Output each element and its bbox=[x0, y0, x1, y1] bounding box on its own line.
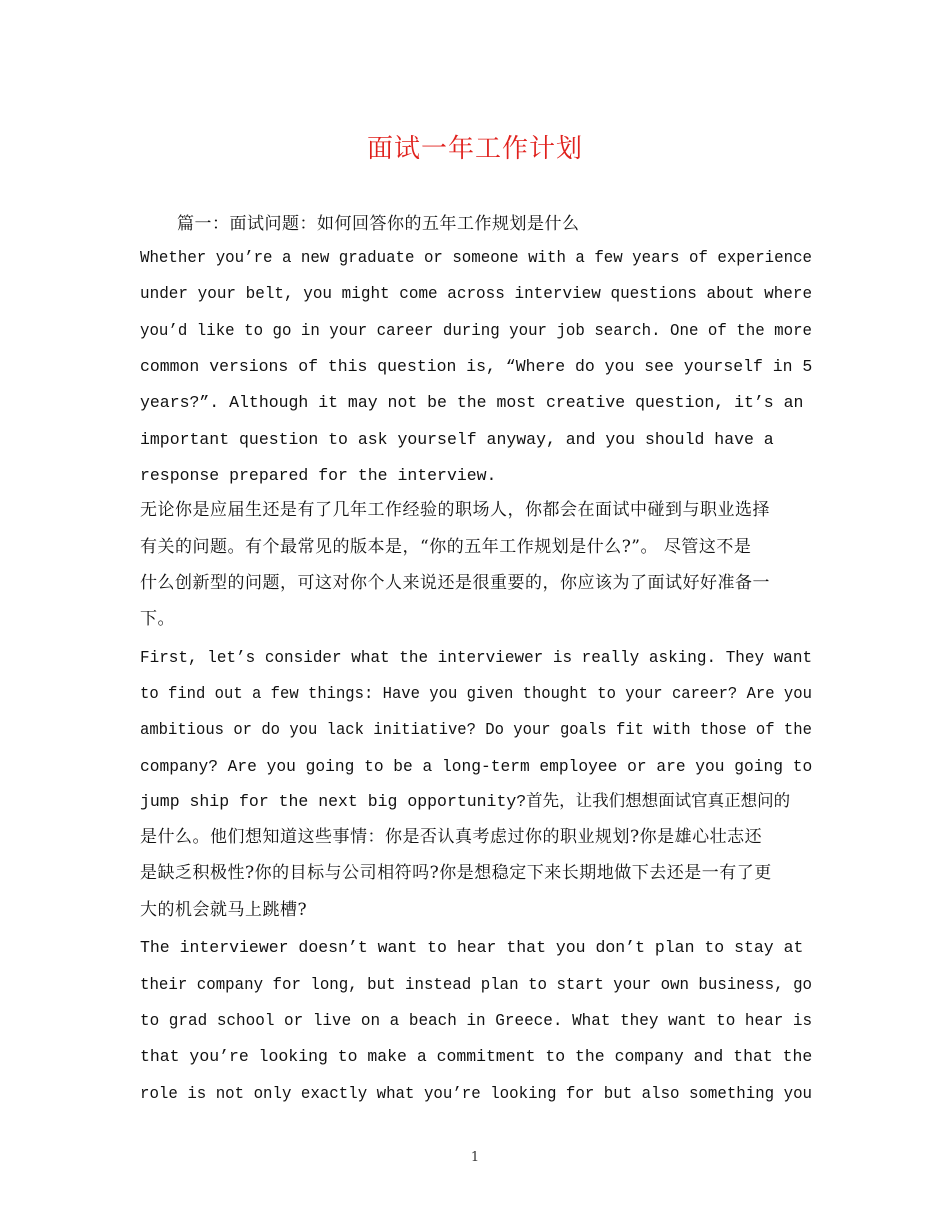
document-title: 面试一年工作计划 bbox=[366, 134, 583, 164]
paragraph-3-line-5: jump ship for the next big opportunity?首先，让我们想想面试官真正想问的 bbox=[140, 792, 791, 811]
paragraph-2-line-1: 无论你是应届生还是有了几年工作经验的职场人，你都会在面试中碰到与职业选择 bbox=[140, 500, 770, 520]
paragraph-1-line-2: under your belt, you might come across interview questions about where bbox=[140, 284, 813, 303]
paragraph-4-line-4: that you’re looking to make a commitment to the company and that the bbox=[140, 1047, 813, 1066]
paragraph-3-line-1: First, let’s consider what the interviewer is really asking. They want bbox=[140, 648, 813, 667]
page-number: 1 bbox=[470, 1150, 480, 1165]
paragraph-3-line-6: 是什么。他们想知道这些事情：你是否认真考虑过你的职业规划?你是雄心壮志还 bbox=[140, 827, 763, 847]
section-subheading: 篇一：面试问题：如何回答你的五年工作规划是什么 bbox=[177, 214, 580, 234]
paragraph-2-line-4: 下。 bbox=[140, 609, 175, 629]
paragraph-1-line-4: common versions of this question is, “Where do you see yourself in 5 bbox=[140, 357, 813, 376]
paragraph-2-line-2: 有关的问题。有个最常见的版本是，“你的五年工作规划是什么?”。 尽管这不是 bbox=[140, 537, 752, 557]
paragraph-3-line-7: 是缺乏积极性?你的目标与公司相符吗?你是想稳定下来长期地做下去还是一有了更 bbox=[140, 863, 772, 883]
paragraph-1-line-1: Whether you’re a new graduate or someone with a few years of experience bbox=[140, 248, 813, 267]
paragraph-1-line-5: years?”. Although it may not be the most creative question, it’s an bbox=[140, 393, 804, 412]
paragraph-4-line-2: their company for long, but instead plan to start your own business, go bbox=[140, 975, 813, 994]
paragraph-2-line-3: 什么创新型的问题，可这对你个人来说还是很重要的，你应该为了面试好好准备一 bbox=[140, 573, 770, 593]
paragraph-1-line-6: important question to ask yourself anyway, and you should have a bbox=[140, 430, 774, 449]
paragraph-3-line-2: to find out a few things: Have you given thought to your career? Are you bbox=[140, 684, 812, 703]
paragraph-3-line-4: company? Are you going to be a long-term employee or are you going to bbox=[140, 757, 813, 776]
paragraph-4-line-3: to grad school or live on a beach in Greece. What they want to hear is bbox=[140, 1011, 813, 1030]
paragraph-3-line-3: ambitious or do you lack initiative? Do your goals fit with those of the bbox=[140, 720, 812, 739]
paragraph-1-line-3: you’d like to go in your career during your job search. One of the more bbox=[140, 321, 813, 340]
paragraph-4-line-1: The interviewer doesn’t want to hear that you don’t plan to stay at bbox=[140, 938, 804, 957]
paragraph-1-line-7: response prepared for the interview. bbox=[140, 466, 497, 485]
paragraph-3-line-8: 大的机会就马上跳槽? bbox=[140, 900, 308, 920]
paragraph-4-line-5: role is not only exactly what you’re looking for but also something you bbox=[140, 1084, 813, 1103]
